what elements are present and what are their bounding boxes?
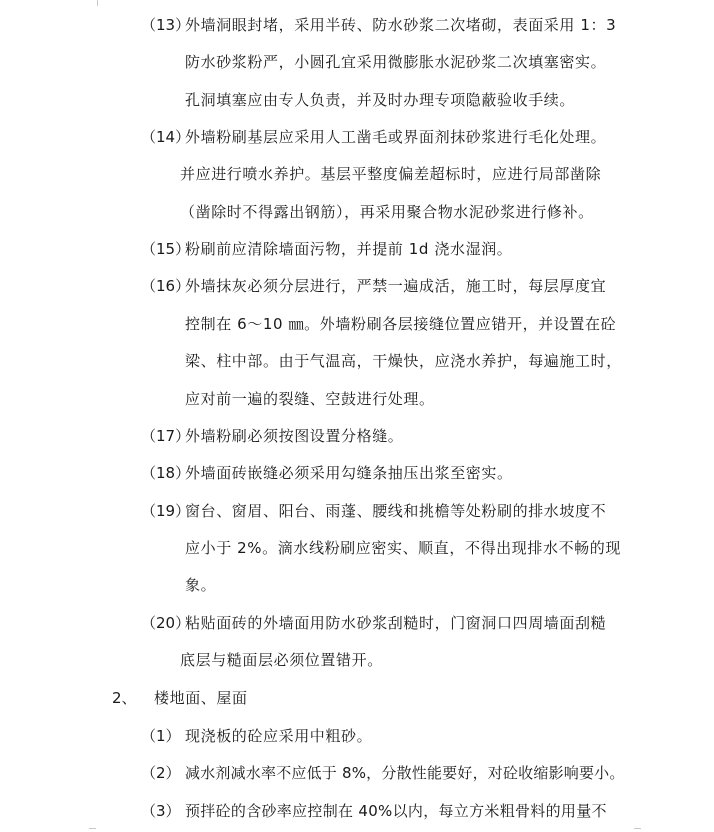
item-text: 现浇板的砼应采用中粗砂。 — [185, 727, 373, 745]
paragraph-line: 外墙洞眼封堵，采用半砖、防水砂浆二次堵砌，表面采用 1：3 — [185, 16, 617, 34]
paragraph-number: （20） — [141, 614, 191, 632]
paragraph-line: 外墙面砖嵌缝必须采用勾缝条抽压出浆至密实。 — [185, 464, 513, 482]
paragraph-line: 粘贴面砖的外墙面用防水砂浆刮糙时，门窗洞口四周墙面刮糙 — [185, 614, 607, 632]
paragraph-number: （17） — [141, 427, 191, 445]
paragraph-line: （凿除时不得露出钢筋），再采用聚合物水泥砂浆进行修补。 — [180, 203, 594, 221]
paragraph-line: 应小于 2%。滴水线粉刷应密实、顺直，不得出现排水不畅的现 — [185, 539, 621, 557]
paragraph-line: 应对前一遍的裂缝、空鼓进行处理。 — [185, 390, 435, 408]
section-number: 2、 — [112, 689, 137, 707]
paragraph-number: （14） — [141, 128, 191, 146]
corner-mark-top — [97, 0, 98, 6]
item-number: （3） — [141, 802, 181, 820]
item-text: 减水剂减水率不应低于 8%，分散性能要好，对砼收缩影响要小。 — [185, 764, 625, 782]
item-number: （2） — [141, 764, 181, 782]
paragraph-number: （13） — [141, 16, 191, 34]
paragraph-line: 窗台、窗眉、阳台、雨蓬、腰线和挑檐等处粉刷的排水坡度不 — [185, 502, 607, 520]
paragraph-number: （19） — [141, 502, 191, 520]
item-text: 预拌砼的含砂率应控制在 40%以内，每立方米粗骨料的用量不 — [185, 802, 607, 820]
paragraph-line: 象。 — [185, 576, 217, 594]
paragraph-line: 梁、柱中部。由于气温高，干燥快，应浇水养护，每遍施工时， — [185, 352, 622, 370]
paragraph-line: 粉刷前应清除墙面污物，并提前 1d 浇水湿润。 — [185, 240, 513, 258]
section-title: 楼地面、屋面 — [154, 689, 248, 707]
paragraph-number: （16） — [141, 277, 191, 295]
corner-mark-bottom-right — [634, 828, 641, 829]
paragraph-number: （15） — [141, 240, 191, 258]
paragraph-line: 底层与糙面层必须位置错开。 — [180, 651, 383, 669]
paragraph-number: （18） — [141, 464, 191, 482]
item-number: （1） — [141, 727, 181, 745]
paragraph-line: 防水砂浆粉严，小圆孔宜采用微膨胀水泥砂浆二次填塞密实。 — [185, 53, 607, 71]
paragraph-line: 孔洞填塞应由专人负责，并及时办理专项隐蔽验收手续。 — [185, 91, 576, 109]
paragraph-line: 并应进行喷水养护。基层平整度偏差超标时，应进行局部凿除 — [180, 165, 602, 183]
paragraph-line: 外墙粉刷必须按图设置分格缝。 — [185, 427, 404, 445]
corner-mark-bottom-left — [89, 828, 96, 829]
paragraph-line: 外墙抹灰必须分层进行，严禁一遍成活，施工时，每层厚度宜 — [185, 277, 607, 295]
paragraph-line: 外墙粉刷基层应采用人工凿毛或界面剂抹砂浆进行毛化处理。 — [185, 128, 607, 146]
paragraph-line: 控制在 6～10 ㎜。外墙粉刷各层接缝位置应错开，并设置在砼 — [185, 315, 617, 333]
